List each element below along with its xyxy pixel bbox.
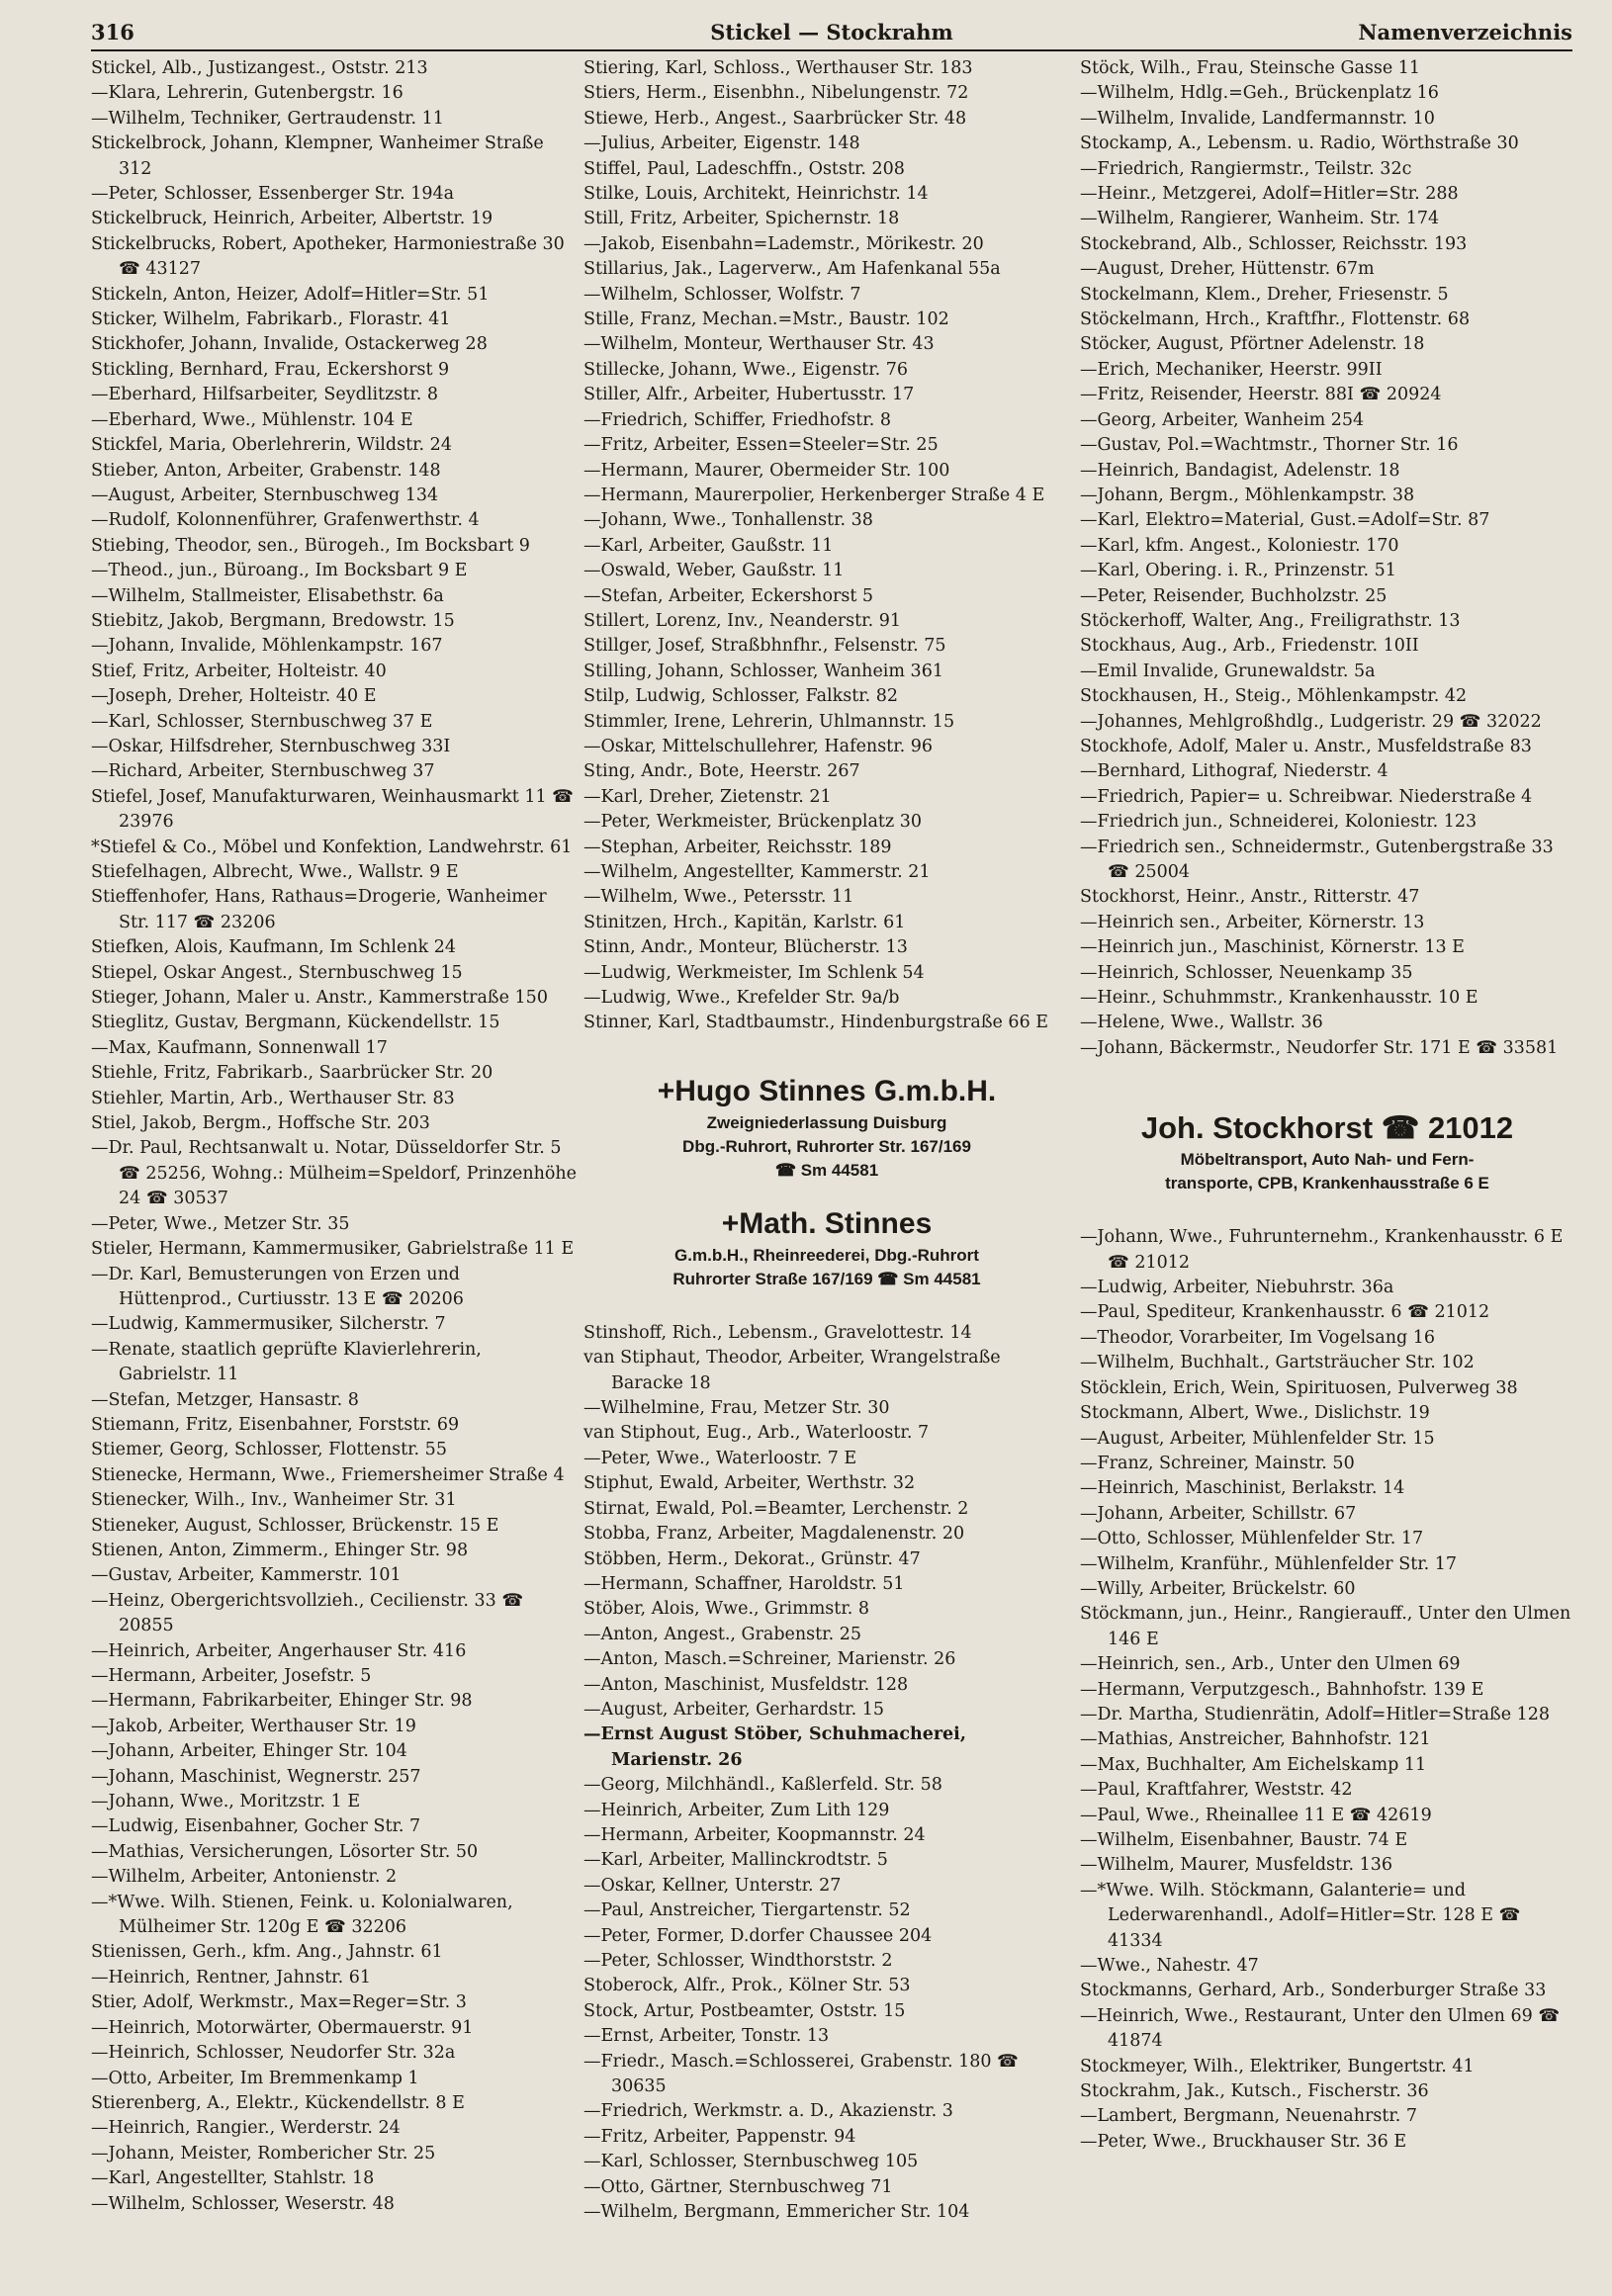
directory-entry: —Karl, Elektro=Material, Gust.=Adolf=Str. 87 [1080,510,1490,531]
advert-hugo-stinnes [583,1072,1070,1183]
directory-entry: —Helene, Wwe., Wallstr. 36 [1080,1013,1323,1033]
advert-line: G.m.b.H., Rheinreederei, Dbg.-Ruhrort [674,1245,979,1265]
directory-entry: —Ludwig, Arbeiter, Niebuhrstr. 36a [1080,1278,1394,1298]
directory-entry: Stockamp, A., Lebensm. u. Radio, Wörthstraße 30 [1080,133,1519,154]
directory-entry: —Paul, Anstreicher, Tiergartenstr. 52 [583,1900,911,1921]
directory-entry: —Willy, Arbeiter, Brückelstr. 60 [1080,1578,1356,1599]
directory-entry: —Hermann, Fabrikarbeiter, Ehinger Str. 98 [91,1691,473,1712]
directory-entry: —Wilhelm, Bergmann, Emmericher Str. 104 [583,2202,970,2223]
directory-entry: —Johannes, Mehlgroßhdlg., Ludgeristr. 29 ☎ 32022 [1080,711,1542,732]
directory-entry: —Friedrich sen., Schneidermstr., Gutenbergstraße 33 ☎ 25004 [1080,837,1554,882]
directory-entry: —Johann, Invalide, Möhlenkampstr. 167 [91,636,443,657]
directory-entry: —Wilhelm, Wwe., Petersstr. 11 [583,887,854,908]
directory-entry: Stockrahm, Jak., Kutsch., Fischerstr. 36 [1080,2081,1429,2102]
directory-entry: —Peter, Schlosser, Windthorststr. 2 [583,1951,893,1971]
directory-entry: Stiefken, Alois, Kaufmann, Im Schlenk 24 [91,937,457,958]
directory-entry: Stiering, Karl, Schloss., Werthauser Str. 183 [583,58,973,78]
directory-entry: —Wilhelm, Monteur, Werthauser Str. 43 [583,334,935,355]
directory-entry: —August, Arbeiter, Mühlenfelder Str. 15 [1080,1428,1435,1449]
directory-entry: —Johann, Arbeiter, Schillstr. 67 [1080,1503,1357,1524]
directory-entry: Stiepel, Oskar Angest., Sternbuschweg 15 [91,962,463,983]
directory-entry: Stockelmann, Klem., Dreher, Friesenstr. 5 [1080,284,1449,305]
directory-entry: —Otto, Schlosser, Mühlenfelder Str. 17 [1080,1529,1424,1549]
directory-entry: —Hermann, Maurerpolier, Herkenberger Straße 4 E [583,485,1045,505]
directory-entry: Stockhofe, Adolf, Maler u. Anstr., Musfeldstraße 83 [1080,736,1532,756]
directory-entry: —Wilhelm, Eisenbahner, Baustr. 74 E [1080,1830,1408,1850]
directory-entry: Stiers, Herm., Eisenbhn., Nibelungenstr. 72 [583,83,969,104]
directory-entry: Stilke, Louis, Architekt, Heinrichstr. 14 [583,184,929,205]
directory-entry: Stiefel, Josef, Manufakturwaren, Weinhausmarkt 11 ☎ 23976 [91,786,574,833]
directory-entry: —Fritz, Arbeiter, Pappenstr. 94 [583,2126,856,2147]
directory-entry: Stiehler, Martin, Arb., Werthauser Str. 83 [91,1088,455,1108]
directory-entry: —Franz, Schreiner, Mainstr. 50 [1080,1453,1355,1473]
page-number: 316 [91,20,134,44]
directory-entry: —Heinrich, Schlosser, Neudorfer Str. 32a [91,2043,456,2064]
directory-entry: —Wwe., Nahestr. 47 [1080,1956,1259,1977]
directory-entry: —Eberhard, Hilfsarbeiter, Seydlitzstr. 8 [91,385,439,405]
running-title: Stickel — Stockrahm [710,20,953,44]
directory-entry: Stöcklein, Erich, Wein, Spirituosen, Pulverweg 38 [1080,1377,1518,1398]
directory-entry: —Richard, Arbeiter, Sternbuschweg 37 [91,761,435,782]
directory-entry: *Stiefel & Co., Möbel und Konfektion, Landwehrstr. 61 [91,837,573,857]
directory-entry: —Heinrich jun., Maschinist, Körnerstr. 13 E [1080,937,1465,958]
directory-entry: —Klara, Lehrerin, Gutenbergstr. 16 [91,83,403,104]
directory-entry: —Heinrich, Arbeiter, Zum Lith 129 [583,1800,890,1820]
directory-entry: —Wilhelmine, Frau, Metzer Str. 30 [583,1398,890,1419]
directory-entry: —August, Dreher, Hüttenstr. 67m [1080,259,1375,280]
directory-entry: —Julius, Arbeiter, Eigenstr. 148 [583,133,860,154]
directory-entry: Stockebrand, Alb., Schlosser, Reichsstr. 193 [1080,233,1468,254]
directory-entry: Stienen, Anton, Zimmerm., Ehinger Str. 98 [91,1540,469,1560]
directory-entry: —Wilhelm, Rangierer, Wanheim. Str. 174 [1080,209,1440,229]
directory-entry: —Dr. Karl, Bemusterungen von Erzen und Hüttenprod., Curtiusstr. 13 E ☎ 20206 [91,1264,464,1309]
directory-entry: Stieger, Johann, Maler u. Anstr., Kammerstraße 150 [91,988,548,1009]
directory-entry: Stiehle, Fritz, Fabrikarb., Saarbrücker Str. 20 [91,1063,493,1084]
advert-line: ☎ Sm 44581 [774,1160,879,1180]
directory-entry: Stieler, Hermann, Kammermusiker, Gabrielstraße 11 E [91,1239,575,1260]
directory-entry: —Hermann, Arbeiter, Josefstr. 5 [91,1666,372,1686]
directory-entry: —Jakob, Eisenbahn=Lademstr., Mörikestr. 20 [583,233,984,254]
directory-entry: —Wilhelm, Angestellter, Kammerstr. 21 [583,862,931,882]
directory-entry: —Johann, Wwe., Moritzstr. 1 E [91,1792,361,1812]
directory-entry: Stinn, Andr., Monteur, Blücherstr. 13 [583,937,908,958]
directory-entry: —Peter, Werkmeister, Brückenplatz 30 [583,812,923,833]
directory-entry: —Johann, Bäckermstr., Neudorfer Str. 171 E ☎ 33581 [1080,1037,1559,1058]
column-1 [91,56,578,2286]
directory-entry: Sticker, Wilhelm, Fabrikarb., Florastr. 41 [91,309,451,330]
directory-entry: —Johann, Bergm., Möhlenkampstr. 38 [1080,485,1415,505]
directory-entry: Stieneker, August, Schlosser, Brückenstr. 15 E [91,1515,499,1536]
directory-entry: —Fritz, Reisender, Heerstr. 88I ☎ 20924 [1080,385,1442,405]
directory-entry: Stinshoff, Rich., Lebensm., Gravelottestr. 14 [583,1322,972,1343]
entry-list [583,56,1070,1036]
directory-entry: Stobba, Franz, Arbeiter, Magdalenenstr. 20 [583,1524,965,1545]
directory-entry: —Heinrich, Rentner, Jahnstr. 61 [91,1967,372,1987]
directory-entry: —Johann, Maschinist, Wegnerstr. 257 [91,1766,421,1787]
directory-entry: —Lambert, Bergmann, Neuenahrstr. 7 [1080,2106,1418,2127]
directory-entry: —Wilhelm, Arbeiter, Antonienstr. 2 [91,1867,398,1888]
advert-joh-stockhorst [1080,1108,1574,1195]
directory-entry: Stinitzen, Hrch., Kapitän, Karlstr. 61 [583,912,906,932]
directory-entry: —*Wwe. Wilh. Stienen, Feink. u. Kolonialwaren, Mülheimer Str. 120g E ☎ 32206 [91,1892,513,1938]
directory-entry: —*Wwe. Wilh. Stöckmann, Galanterie= und Lederwarenhandl., Adolf=Hitler=Str. 128 E ☎ 41334 [1080,1880,1521,1951]
directory-entry: —Max, Buchhalter, Am Eichelskamp 11 [1080,1754,1427,1775]
directory-entry: Stillecke, Johann, Wwe., Eigenstr. 76 [583,359,909,380]
directory-entry: —Hermann, Verputzgesch., Bahnhofstr. 139 E [1080,1679,1484,1700]
directory-entry: Stier, Adolf, Werkmstr., Max=Reger=Str. 3 [91,1992,467,2013]
directory-entry: Stilling, Johann, Schlosser, Wanheim 361 [583,661,943,681]
page-header [91,20,1572,51]
directory-entry: —Heinz, Obergerichtsvollzieh., Cecilienstr. 33 ☎ 20855 [91,1590,524,1636]
directory-entry: —Ludwig, Eisenbahner, Gocher Str. 7 [91,1816,421,1837]
directory-entry: Stickelbruck, Heinrich, Arbeiter, Albertstr. 19 [91,209,493,229]
directory-entry: —Stephan, Arbeiter, Reichsstr. 189 [583,837,892,857]
directory-entry: Stickelbrucks, Robert, Apotheker, Harmoniestraße 30 ☎ 43127 [91,233,565,280]
directory-entry: Stief, Fritz, Arbeiter, Holteistr. 40 [91,661,387,681]
directory-entry: Stockhaus, Aug., Arb., Friedenstr. 10II [1080,636,1419,657]
directory-entry: —Ludwig, Kammermusiker, Silcherstr. 7 [91,1314,446,1335]
advert-line: transporte, CPB, Krankenhausstraße 6 E [1165,1174,1489,1193]
directory-entry: —Friedrich, Papier= u. Schreibwar. Niederstraße 4 [1080,786,1533,807]
directory-entry: —Johann, Wwe., Fuhrunternehm., Krankenhausstr. 6 E ☎ 21012 [1080,1227,1564,1273]
directory-entry: Stinner, Karl, Stadtbaumstr., Hindenburgstraße 66 E [583,1013,1049,1033]
directory-entry: —Emil Invalide, Grunewaldstr. 5a [1080,661,1376,681]
directory-entry: —Karl, Schlosser, Sternbuschweg 105 [583,2152,919,2172]
directory-entry: —Ludwig, Wwe., Krefelder Str. 9a/b [583,988,900,1009]
directory-entry: —Heinrich, Rangier., Werderstr. 24 [91,2118,401,2139]
directory-entry: Stiewe, Herb., Angest., Saarbrücker Str. 48 [583,108,967,129]
directory-entry: Stickeln, Anton, Heizer, Adolf=Hitler=Str. 51 [91,284,490,305]
directory-entry: —Hermann, Schaffner, Haroldstr. 51 [583,1573,905,1594]
advert-line: Dbg.-Ruhrort, Ruhrorter Str. 167/169 [682,1136,971,1156]
directory-entry: Stöber, Alois, Wwe., Grimmstr. 8 [583,1599,870,1620]
directory-entry: —Oskar, Mittelschullehrer, Hafenstr. 96 [583,736,934,756]
directory-entry: —Wilhelm, Maurer, Musfeldstr. 136 [1080,1855,1393,1876]
directory-entry: Stickelbrock, Johann, Klempner, Wanheimer Straße 312 [91,133,544,179]
directory-entry: —Wilhelm, Kranführ., Mühlenfelder Str. 17 [1080,1553,1458,1574]
directory-entry: —Erich, Mechaniker, Heerstr. 99II [1080,359,1383,380]
directory-entry: —Ernst August Stöber, Schuhmacherei, Marienstr. 26 [583,1724,966,1770]
directory-entry: —Stefan, Arbeiter, Eckershorst 5 [583,585,874,606]
directory-entry: —Wilhelm, Buchhalt., Gartsträucher Str. 102 [1080,1353,1475,1373]
directory-entry: —Jakob, Arbeiter, Werthauser Str. 19 [91,1716,416,1736]
advert-line: Ruhrorter Straße 167/169 ☎ Sm 44581 [672,1269,981,1288]
directory-entry: Stöck, Wilh., Frau, Steinsche Gasse 11 [1080,58,1421,78]
directory-entry: Stieglitz, Gustav, Bergmann, Kückendellstr. 15 [91,1013,500,1033]
directory-entry: —Karl, Angestellter, Stahlstr. 18 [91,2168,375,2189]
directory-entry: —Dr. Martha, Studienrätin, Adolf=Hitler=Straße 128 [1080,1704,1551,1724]
directory-entry: —Wilhelm, Techniker, Gertraudenstr. 11 [91,108,444,129]
directory-entry: —Peter, Schlosser, Essenberger Str. 194a [91,184,455,205]
directory-entry: —Wilhelm, Schlosser, Wolfstr. 7 [583,284,861,305]
directory-entry: —August, Arbeiter, Sternbuschweg 134 [91,485,439,505]
section-title: Namenverzeichnis [1358,20,1572,44]
directory-entry: —Paul, Spediteur, Krankenhausstr. 6 ☎ 21012 [1080,1302,1490,1323]
directory-entry: Stöcker, August, Pförtner Adelenstr. 18 [1080,334,1425,355]
directory-entry: —Peter, Reisender, Buchholzstr. 25 [1080,585,1388,606]
directory-entry: —Max, Kaufmann, Sonnenwall 17 [91,1037,388,1058]
directory-entry: —Dr. Paul, Rechtsanwalt u. Notar, Düsseldorfer Str. 5 ☎ 25256, Wohng.: Mülheim=Speldorf, Prinzenhöhe 24 ☎ 30537 [91,1138,578,1209]
directory-entry: —Oskar, Kellner, Unterstr. 27 [583,1875,842,1896]
directory-entry: —Heinrich, Bandagist, Adelenstr. 18 [1080,460,1400,481]
directory-entry: Stieffenhofer, Hans, Rathaus=Drogerie, Wanheimer Str. 117 ☎ 23206 [91,887,547,932]
directory-entry: Stiebitz, Jakob, Bergmann, Bredowstr. 15 [91,610,455,631]
directory-entry: —Karl, Dreher, Zietenstr. 21 [583,786,832,807]
directory-entry: —Friedr., Masch.=Schlosserei, Grabenstr. 180 ☎ 30635 [583,2051,1019,2097]
directory-entry: —Heinrich, Arbeiter, Angerhauser Str. 416 [91,1640,467,1661]
directory-entry: Stienecke, Hermann, Wwe., Friemersheimer Straße 4 [91,1464,565,1485]
directory-entry: Stoberock, Alfr., Prok., Kölner Str. 53 [583,1976,911,1996]
column-3 [1080,56,1574,2286]
directory-entry: Stille, Franz, Mechan.=Mstr., Baustr. 102 [583,309,949,330]
entry-list [91,56,578,2217]
directory-entry: —Oskar, Hilfsdreher, Sternbuschweg 33I [91,736,451,756]
directory-entry: Sting, Andr., Bote, Heerstr. 267 [583,761,860,782]
directory-entry: —Renate, staatlich geprüfte Klavierlehrerin, Gabrielstr. 11 [91,1339,482,1385]
directory-entry: Stickfel, Maria, Oberlehrerin, Wildstr. 24 [91,435,452,456]
directory-entry: Stiefelhagen, Albrecht, Wwe., Wallstr. 9 E [91,862,459,882]
directory-entry: Stockmeyer, Wilh., Elektriker, Bungertstr. 41 [1080,2056,1475,2076]
directory-entry: —Gustav, Pol.=Wachtmstr., Thorner Str. 16 [1080,435,1459,456]
advert-math-stinnes [583,1204,1070,1291]
directory-entry: —Peter, Wwe., Bruckhauser Str. 36 E [1080,2131,1407,2152]
directory-entry: —Bernhard, Lithograf, Niederstr. 4 [1080,761,1388,782]
entry-list [583,1321,1070,2226]
directory-entry: —Friedrich jun., Schneiderei, Koloniestr. 123 [1080,812,1478,833]
directory-entry: —Wilhelm, Schlosser, Weserstr. 48 [91,2193,395,2214]
directory-entry: Stilp, Ludwig, Schlosser, Falkstr. 82 [583,686,899,707]
directory-entry: —Heinrich sen., Arbeiter, Körnerstr. 13 [1080,912,1425,932]
directory-entry: —Heinrich, Motorwärter, Obermauerstr. 91 [91,2017,474,2038]
directory-entry: Stöckmann, jun., Heinr., Rangierauff., Unter den Ulmen 146 E [1080,1604,1571,1649]
directory-entry: —Paul, Kraftfahrer, Weststr. 42 [1080,1780,1353,1801]
directory-entry: —Karl, Arbeiter, Gaußstr. 11 [583,535,834,556]
directory-entry: —Hermann, Maurer, Obermeider Str. 100 [583,460,950,481]
directory-entry: —Fritz, Arbeiter, Essen=Steeler=Str. 25 [583,435,939,456]
directory-entry: —Karl, kfm. Angest., Koloniestr. 170 [1080,535,1399,556]
directory-entry: —Heinrich, Maschinist, Berlakstr. 14 [1080,1478,1405,1499]
directory-entry: Stillert, Lorenz, Inv., Neanderstr. 91 [583,610,902,631]
directory-entry: —Paul, Wwe., Rheinallee 11 E ☎ 42619 [1080,1805,1432,1825]
directory-entry: Stiebing, Theodor, sen., Bürogeh., Im Bocksbart 9 [91,535,530,556]
directory-entry: —Otto, Gärtner, Sternbuschweg 71 [583,2176,893,2197]
directory-entry: —Georg, Arbeiter, Wanheim 254 [1080,409,1365,430]
directory-entry: Stock, Artur, Postbeamter, Oststr. 15 [583,2000,906,2021]
directory-entry: —Anton, Masch.=Schreiner, Marienstr. 26 [583,1649,956,1670]
directory-entry: Stiel, Jakob, Bergm., Hoffsche Str. 203 [91,1113,430,1134]
directory-entry: —Karl, Schlosser, Sternbuschweg 37 E [91,711,433,732]
directory-entry: —Friedrich, Werkmstr. a. D., Akazienstr. 3 [583,2101,953,2122]
directory-entry: —Johann, Wwe., Tonhallenstr. 38 [583,510,873,531]
advert-name: Joh. Stockhorst ☎ 21012 [1140,1110,1514,1146]
directory-entry: —Georg, Milchhändl., Kaßlerfeld. Str. 58 [583,1775,942,1796]
directory-entry: —Peter, Wwe., Metzer Str. 35 [91,1213,350,1234]
directory-entry: Stirnat, Ewald, Pol.=Beamter, Lerchenstr. 2 [583,1498,969,1519]
directory-entry: —Johann, Arbeiter, Ehinger Str. 104 [91,1741,407,1762]
directory-entry: Stöckerhoff, Walter, Ang., Freiligrathstr. 13 [1080,610,1461,631]
directory-entry: —Otto, Arbeiter, Im Bremmenkamp 1 [91,2068,419,2088]
directory-entry: —Friedrich, Schiffer, Friedhofstr. 8 [583,409,892,430]
directory-entry: —Heinr., Metzgerei, Adolf=Hitler=Str. 288 [1080,184,1459,205]
entry-list [1080,1225,1574,2155]
entry-list [1080,56,1574,1061]
directory-entry: Stickling, Bernhard, Frau, Eckershorst 9 [91,359,450,380]
directory-entry: —Oswald, Weber, Gaußstr. 11 [583,561,845,581]
directory-entry: —Peter, Former, D.dorfer Chaussee 204 [583,1925,933,1946]
column-2 [583,56,1070,2286]
directory-entry: —Karl, Arbeiter, Mallinckrodtstr. 5 [583,1850,888,1871]
directory-entry: —Theod., jun., Büroang., Im Bocksbart 9 E [91,561,468,581]
directory-entry: Still, Fritz, Arbeiter, Spichernstr. 18 [583,209,900,229]
directory-entry: —Eberhard, Wwe., Mühlenstr. 104 E [91,409,413,430]
directory-entry: —Stefan, Metzger, Hansastr. 8 [91,1389,359,1410]
directory-entry: Stiffel, Paul, Ladeschffn., Oststr. 208 [583,158,905,179]
directory-entry: Stöbben, Herm., Dekorat., Grünstr. 47 [583,1548,921,1569]
directory-entry: —Karl, Obering. i. R., Prinzenstr. 51 [1080,561,1396,581]
directory-entry: —Anton, Maschinist, Musfeldstr. 128 [583,1674,909,1695]
directory-entry: —Joseph, Dreher, Holteistr. 40 E [91,686,377,707]
directory-entry: Stickel, Alb., Justizangest., Oststr. 213 [91,58,428,78]
directory-entry: Stiller, Alfr., Arbeiter, Hubertusstr. 17 [583,385,915,405]
directory-entry: Stiphut, Ewald, Arbeiter, Werthstr. 32 [583,1473,916,1494]
directory-entry: Stockhorst, Heinr., Anstr., Ritterstr. 47 [1080,887,1420,908]
directory-entry: Stockhausen, H., Steig., Möhlenkampstr. 42 [1080,686,1468,707]
advert-name: +Hugo Stinnes G.m.b.H. [657,1074,997,1107]
directory-entry: —Wilhelm, Hdlg.=Geh., Brückenplatz 16 [1080,83,1439,104]
directory-entry: Stienecker, Wilh., Inv., Wanheimer Str. 31 [91,1490,457,1511]
directory-entry: Stierenberg, A., Elektr., Kückendellstr. 8 E [91,2092,465,2113]
directory-entry: Stiemann, Fritz, Eisenbahner, Forststr. 69 [91,1414,460,1435]
directory-entry: —Gustav, Arbeiter, Kammerstr. 101 [91,1565,402,1586]
directory-entry: —Johann, Meister, Rombericher Str. 25 [91,2143,436,2164]
advert-line: Möbeltransport, Auto Nah- und Fern- [1180,1150,1475,1170]
directory-entry: van Stiphaut, Theodor, Arbeiter, Wrangelstraße Baracke 18 [583,1348,1001,1393]
directory-entry: —Heinr., Schuhmmstr., Krankenhausstr. 10 E [1080,988,1478,1009]
directory-entry: —Wilhelm, Stallmeister, Elisabethstr. 6a [91,585,444,606]
directory-entry: van Stiphout, Eug., Arb., Waterloostr. 7 [583,1423,930,1444]
advert-name: +Math. Stinnes [721,1206,933,1240]
directory-entry: —Hermann, Arbeiter, Koopmannstr. 24 [583,1824,926,1845]
directory-entry: —Anton, Angest., Grabenstr. 25 [583,1624,861,1644]
directory-entry: —Heinrich, sen., Arb., Unter den Ulmen 69 [1080,1654,1461,1675]
directory-entry: Stiemer, Georg, Schlosser, Flottenstr. 55 [91,1440,447,1460]
directory-entry: —Peter, Wwe., Waterloostr. 7 E [583,1448,857,1468]
directory-entry: Stillarius, Jak., Lagerverw., Am Hafenkanal 55a [583,259,1001,280]
directory-entry: —Wilhelm, Invalide, Landfermannstr. 10 [1080,108,1435,129]
directory-entry: —Heinrich, Wwe., Restaurant, Unter den Ulmen 69 ☎ 41874 [1080,2005,1561,2052]
directory-entry: —Heinrich, Schlosser, Neuenkamp 35 [1080,962,1413,983]
directory-entry: —Ludwig, Werkmeister, Im Schlenk 54 [583,962,925,983]
directory-entry: —August, Arbeiter, Gerhardstr. 15 [583,1699,884,1720]
directory-entry: Stillger, Josef, Straßbhnfhr., Felsenstr. 75 [583,636,946,657]
directory-entry: Stimmler, Irene, Lehrerin, Uhlmannstr. 15 [583,711,955,732]
directory-entry: —Theodor, Vorarbeiter, Im Vogelsang 16 [1080,1327,1435,1348]
directory-entry: Stieber, Anton, Arbeiter, Grabenstr. 148 [91,460,441,481]
advert-line: Zweigniederlassung Duisburg [706,1112,947,1132]
directory-entry: —Ernst, Arbeiter, Tonstr. 13 [583,2026,830,2047]
directory-entry: Stienissen, Gerh., kfm. Ang., Jahnstr. 61 [91,1942,443,1963]
directory-entry: —Mathias, Anstreicher, Bahnhofstr. 121 [1080,1729,1431,1750]
directory-entry: —Rudolf, Kolonnenführer, Grafenwerthstr. 4 [91,510,480,531]
directory-entry: Stockmann, Albert, Wwe., Dislichstr. 19 [1080,1403,1430,1424]
directory-entry: —Friedrich, Rangiermstr., Teilstr. 32c [1080,158,1412,179]
directory-entry: Stockmanns, Gerhard, Arb., Sonderburger Straße 33 [1080,1981,1547,2001]
directory-entry: —Mathias, Versicherungen, Lösorter Str. 50 [91,1841,479,1862]
directory-entry: Stickhofer, Johann, Invalide, Ostackerweg 28 [91,334,488,355]
directory-entry: Stöckelmann, Hrch., Kraftfhr., Flottenstr. 68 [1080,309,1471,330]
